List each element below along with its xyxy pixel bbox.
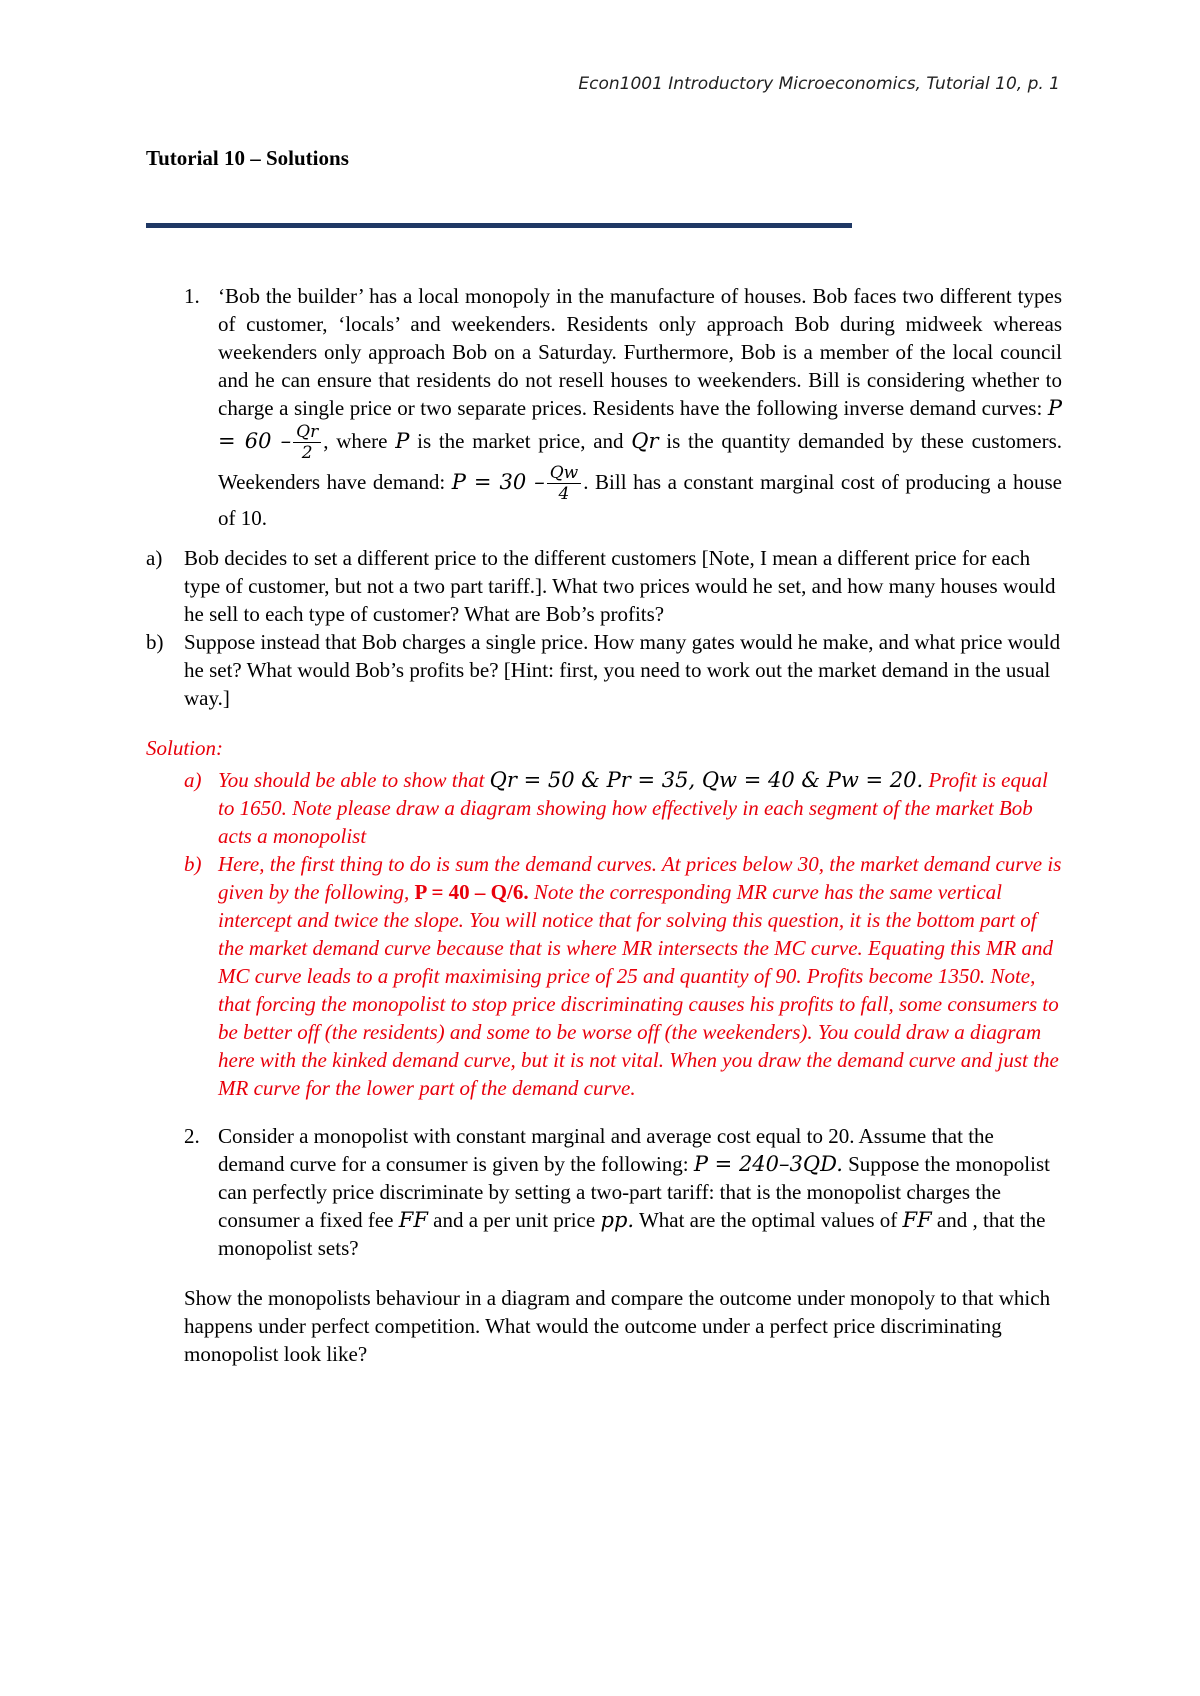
- fixed-fee-variable: FF: [398, 1208, 428, 1232]
- question-1-text: [218, 282, 1062, 532]
- solution-a-values: Qr = 50 & Pr = 35, Qw = 40 & Pw = 20.: [489, 768, 924, 792]
- question-1-part-a: [146, 544, 1062, 628]
- question-2-number: 2.: [184, 1124, 200, 1148]
- fixed-fee-variable-2: FF: [902, 1208, 932, 1232]
- q2-text4: What are the optimal values of: [638, 1208, 898, 1232]
- eq-weekenders-numerator: Qw: [547, 463, 582, 484]
- question-2-text: [218, 1122, 1062, 1262]
- solution-a-profit-text: Profit is equal to 1650. Note please draw a diagram showing how effectively in each segment of the market Bob acts a monopolist: [218, 768, 1048, 848]
- solution-b-label: b): [184, 852, 202, 876]
- part-a-text: Bob decides to set a different price to the different customers [Note, I mean a different price for each type of customer, but not a two part tariff.]. What two prices would he set, and how many houses would he sell to each type of customer? What are Bob’s profits?: [184, 546, 1056, 626]
- q1-text-part5: . Bill has a constant marginal cost of producing a house of 10.: [218, 470, 1062, 530]
- eq-weekenders-denominator: 4: [558, 484, 570, 504]
- weekenders-demand-equation: [451, 463, 583, 504]
- eq-weekenders-lhs: P = 30 –: [451, 470, 545, 494]
- q2-text2: Suppose the monopolist can perfectly price discriminate by setting a two-part tariff: that is the monopolist charges the consumer a fixed fee: [218, 1152, 1050, 1232]
- question-2: [146, 1122, 1062, 1262]
- page-title: Tutorial 10 – Solutions: [146, 146, 349, 170]
- solution-b-text2: Note the corresponding MR curve has the same vertical intercept and twice the slope. You will notice that for solving this question, it is the bottom part of the market demand curve because that is where MR intersects the MC curve. Equating this MR and MC curve leads to a profit maximising price of 25 and quantity of 90. Profits become 1350. Note, that forcing the monopolist to stop price discriminating causes his profits to fall, some consumers to be better off (the residents) and some to be worse off (the weekenders). You could draw a diagram here with the kinked demand curve, but it is not vital. When you draw the demand curve and just the MR curve for the lower part of the demand curve.: [218, 880, 1059, 1100]
- part-a-label: a): [146, 546, 163, 570]
- consumer-demand-equation: P = 240–3QD.: [693, 1152, 843, 1176]
- residents-fraction: [293, 422, 321, 463]
- solution-part-b: [146, 850, 1062, 1102]
- solution-label: Solution:: [146, 736, 223, 760]
- solution-b-text: [218, 850, 1062, 1102]
- question-number: 1.: [184, 284, 200, 308]
- solution-a-label: a): [184, 768, 202, 792]
- solution-a-text: [218, 766, 1062, 850]
- question-1-part-b: [146, 628, 1062, 712]
- per-unit-price-variable: pp.: [600, 1208, 635, 1232]
- eq-residents-denominator: 2: [301, 443, 313, 463]
- solution-part-a: [146, 766, 1062, 850]
- market-demand-equation: P = 40 – Q/6.: [414, 880, 529, 904]
- variable-qr: Qr: [631, 429, 659, 453]
- solution-b-text1: Here, the first thing to do is sum the demand curves. At prices below 30, the market demand curve is given by the following,: [218, 852, 1062, 904]
- q1-text-part2: , where: [323, 429, 388, 453]
- variable-p: P: [395, 429, 410, 453]
- q2-text1: Consider a monopolist with constant marginal and average cost equal to 20. Assume that the demand curve for a consumer is given by the following:: [218, 1124, 994, 1176]
- question-1: [146, 282, 1062, 532]
- solution-a-intro: You should be able to show that: [218, 768, 485, 792]
- question-2-followup: Show the monopolists behaviour in a diagram and compare the outcome under monopoly to that which happens under perfect competition. What would the outcome under a perfect price discriminating monopolist look like?: [184, 1286, 1051, 1366]
- q1-text-part1: ‘Bob the builder’ has a local monopoly in the manufacture of houses. Bob faces two different types of customer, ‘locals’ and weekenders. Residents only approach Bob during midweek whereas weekenders only approach Bob on a Saturday. Furthermore, Bob is a member of the local council and he can ensure that residents do not resell houses to weekenders. Bill is considering whether to charge a single price or two separate prices. Residents have the following inverse demand curves:: [218, 284, 1062, 420]
- q1-text-part4: is the quantity demanded by these customers. Weekenders have demand:: [218, 429, 1062, 494]
- title-divider: [146, 223, 852, 228]
- eq-residents-numerator: Qr: [293, 422, 321, 443]
- tutorial-content: [146, 282, 1062, 1368]
- q2-text3: and a per unit price: [433, 1208, 596, 1232]
- q1-text-part3: is the market price, and: [417, 429, 624, 453]
- part-b-label: b): [146, 630, 164, 654]
- eq-residents-lhs: P = 60 –: [218, 396, 1063, 453]
- part-b-text: Suppose instead that Bob charges a single price. How many gates would he make, and what price would he set? What would Bob’s profits be? [Hint: first, you need to work out the market demand in the usual way.]: [184, 630, 1061, 710]
- q2-text5: and , that the monopolist sets?: [218, 1208, 1046, 1260]
- page-header: Econ1001 Introductory Microeconomics, Tutorial 10, p. 1: [578, 74, 1060, 94]
- weekenders-fraction: [547, 463, 582, 504]
